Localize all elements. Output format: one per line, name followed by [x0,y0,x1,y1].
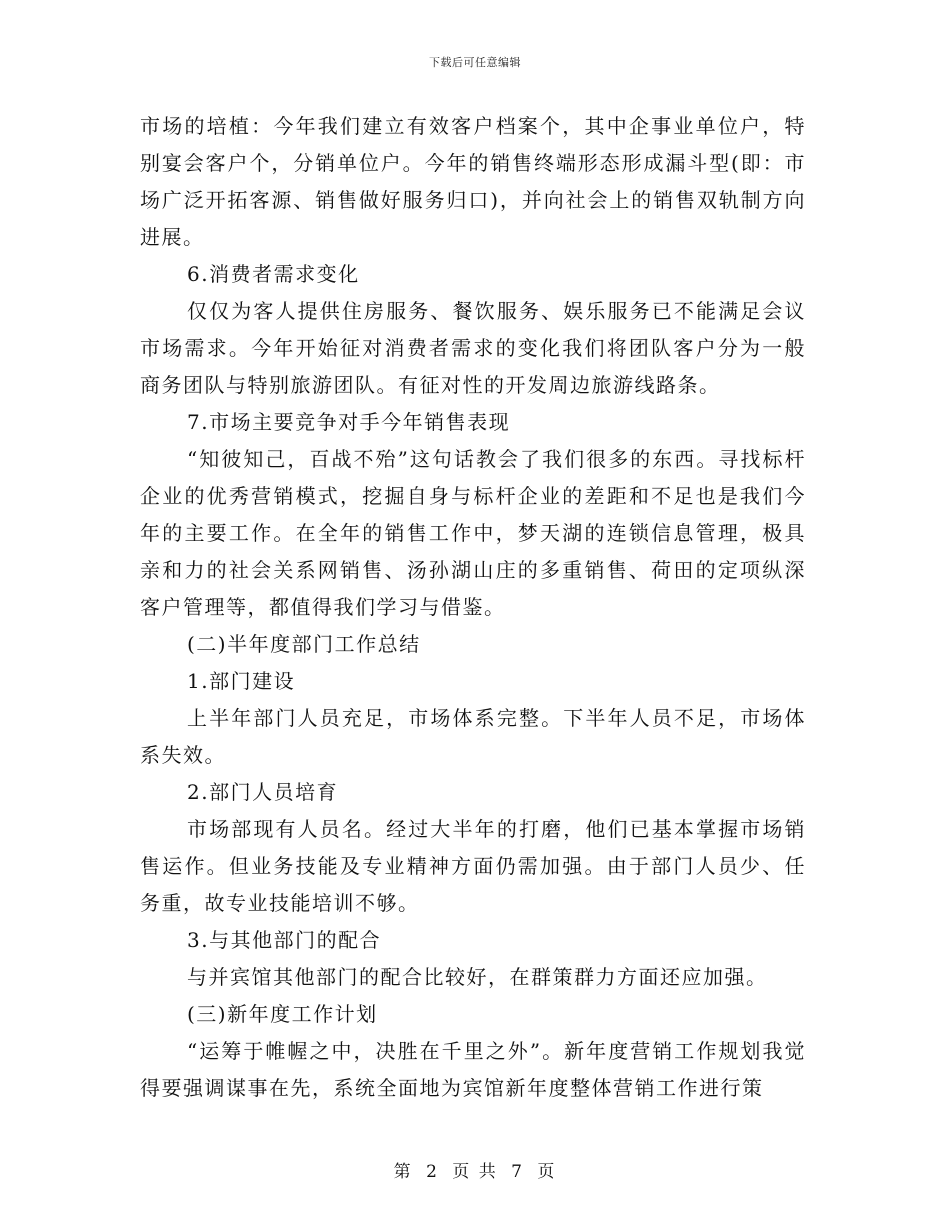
total-page-count: 7 [511,1162,524,1182]
section-heading-new-year-plan: (三)新年度工作计划 [187,1002,378,1026]
document-body [140,108,806,1107]
page-header-note: 下载后可任意编辑 [429,56,521,69]
paragraph-cooperation: 与并宾馆其他部门的配合比较好，在群策群力方面还应加强。 [187,965,768,989]
paragraph-department-building: 上半年部门人员充足，市场体系完整。下半年人员不足，市场体系失效。 [140,706,806,767]
paragraph-staff-training: 市场部现有人员名。经过大半年的打磨，他们已基本掌握市场销售运作。但业务技能及专业精神方面仍需加强。由于部门人员少、任务重，故专业技能培训不够。 [140,817,806,915]
footer-prefix: 第 [393,1162,413,1182]
heading-competitors: 7.市场主要竞争对手今年销售表现 [187,410,511,434]
section-heading-half-year-summary: (二)半年度部门工作总结 [187,632,421,656]
paragraph-competitors: “知彼知己，百战不殆”这句话教会了我们很多的东西。寻找标杆企业的优秀营销模式，挖掘自身与标杆企业的差距和不足也是我们今年的主要工作。在全年的销售工作中，梦天湖的连锁信息管理，极具亲和力的社会关系网销售、汤孙湖山庄的多重销售、荷田的定项纵深客户管理等，都值得我们学习与借鉴。 [140,447,806,619]
heading-cooperation: 3.与其他部门的配合 [187,928,382,952]
heading-staff-training: 2.部门人员培育 [187,780,339,804]
heading-consumer-demand: 6.消费者需求变化 [187,262,360,286]
paragraph-market-cultivation: 市场的培植：今年我们建立有效客户档案个，其中企事业单位户，特别宴会客户个，分销单位户。今年的销售终端形态形成漏斗型(即：市场广泛开拓客源、销售做好服务归口)，并向社会上的销售双轨制方向进展。 [140,114,806,249]
current-page-number: 2 [426,1162,439,1182]
footer-middle: 页 共 [452,1162,498,1182]
heading-department-building: 1.部门建设 [187,669,296,693]
footer-suffix: 页 [537,1162,557,1182]
page-footer [0,1157,950,1182]
paragraph-new-year-plan: “运筹于帷幄之中，决胜在千里之外”。新年度营销工作规划我觉得要强调谋事在先，系统全面地为宾馆新年度整体营销工作进行策 [140,1039,806,1100]
paragraph-consumer-demand: 仅仅为客人提供住房服务、餐饮服务、娱乐服务已不能满足会议市场需求。今年开始征对消费者需求的变化我们将团队客户分为一般商务团队与特别旅游团队。有征对性的开发周边旅游线路条。 [140,299,806,397]
